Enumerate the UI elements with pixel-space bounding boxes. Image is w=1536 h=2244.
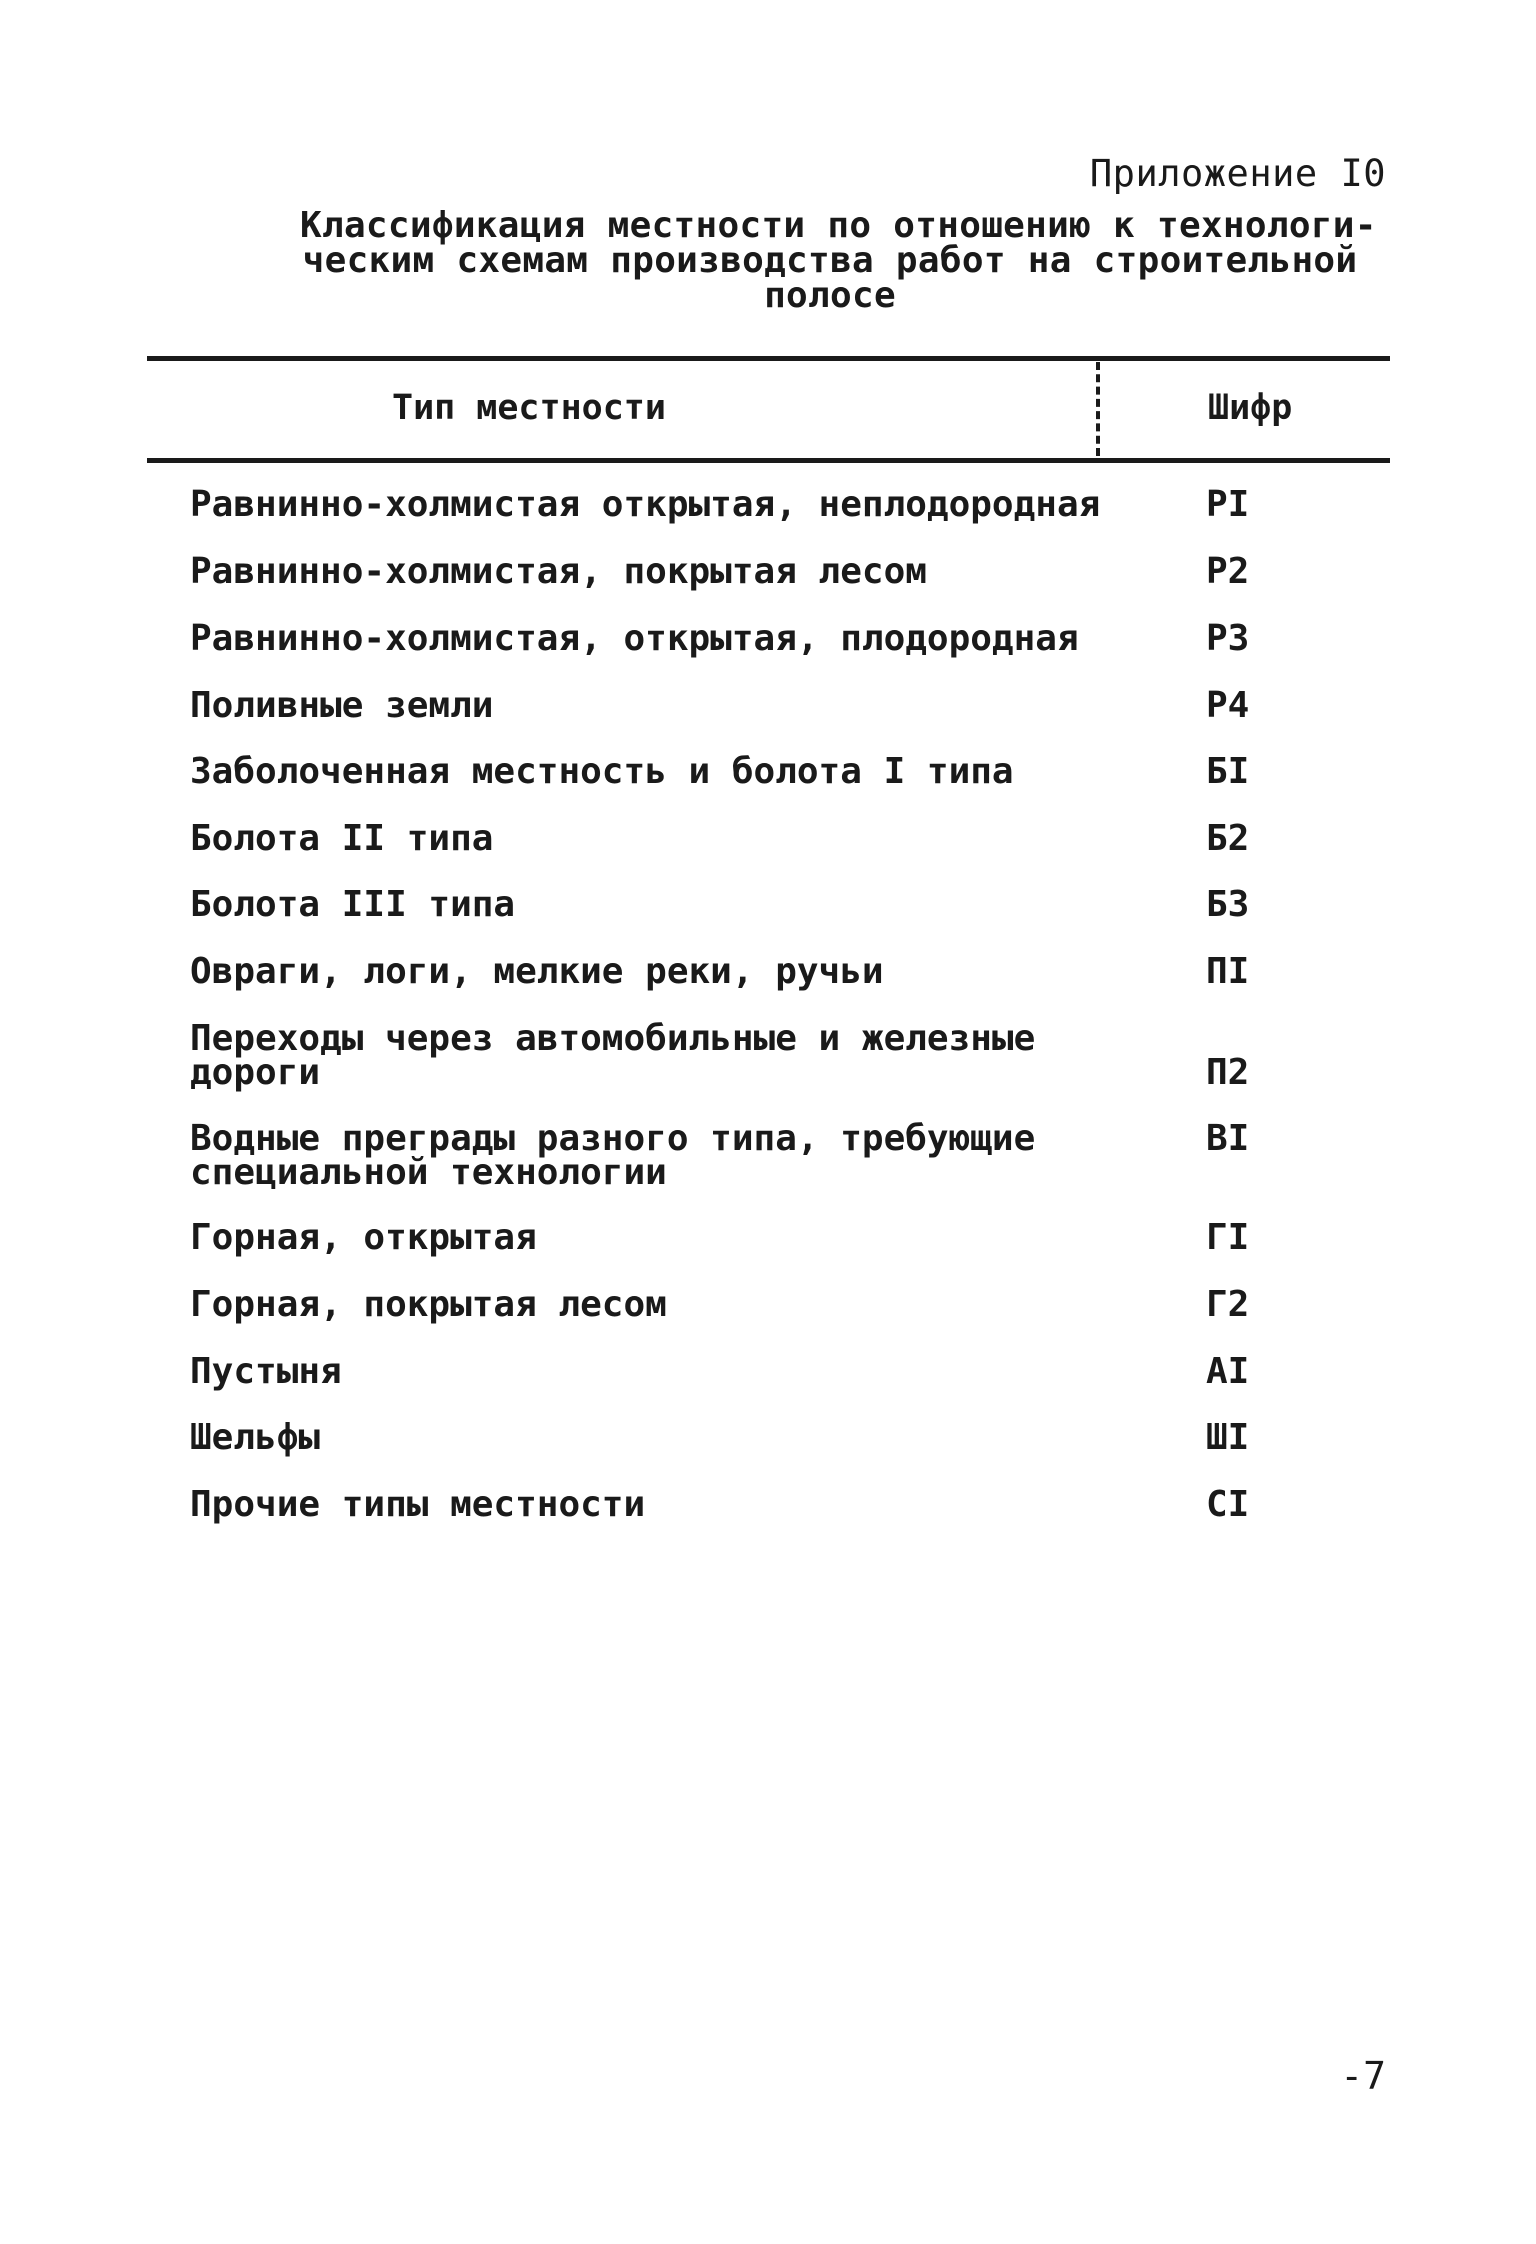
terrain-code: Б3 <box>1206 884 1250 925</box>
terrain-code: ПI <box>1206 951 1250 992</box>
table-top-rule <box>147 356 1390 361</box>
terrain-code: CI <box>1206 1484 1250 1525</box>
terrain-name-line: Болота III типа <box>190 884 516 925</box>
terrain-name-line: Переходы через автомобильные и железные <box>190 1018 1036 1059</box>
terrain-name <box>190 884 1070 925</box>
terrain-name-line: Прочие типы местности <box>190 1484 646 1525</box>
terrain-code: P4 <box>1206 685 1250 726</box>
column-header-code: Шифр <box>1208 388 1293 428</box>
terrain-code: BI <box>1206 1118 1250 1159</box>
terrain-code: P2 <box>1206 551 1250 592</box>
terrain-name <box>190 618 1079 659</box>
terrain-name <box>190 751 1070 792</box>
appendix-label: Приложение I0 <box>1089 152 1386 195</box>
terrain-name <box>190 685 1070 726</box>
page-number: -7 <box>1340 2054 1386 2098</box>
terrain-name-line: дороги <box>190 1052 321 1093</box>
terrain-name <box>190 818 1070 859</box>
terrain-code: Г2 <box>1206 1284 1250 1325</box>
terrain-name-line: Болота II типа <box>190 818 494 859</box>
title-line: Классификация местности по отношению к технологи- <box>300 205 1377 246</box>
title-line: ческим схемам производства работ на строительной <box>302 240 1358 281</box>
document-title <box>300 205 1377 316</box>
terrain-code: P3 <box>1206 618 1250 659</box>
terrain-code: ГI <box>1206 1217 1250 1258</box>
terrain-name <box>190 1284 1070 1325</box>
terrain-name-line: специальной технологии <box>190 1152 667 1193</box>
terrain-name <box>190 1018 1070 1093</box>
terrain-name-line: Заболоченная местность и болота I типа <box>190 751 1014 792</box>
terrain-name-line: Равнинно-холмистая открытая, неплодородная <box>190 484 1101 525</box>
terrain-code: ШI <box>1206 1417 1250 1458</box>
terrain-name-line: Горная, открытая <box>190 1217 537 1258</box>
terrain-name-line: Овраги, логи, мелкие реки, ручьи <box>190 951 884 992</box>
table-header-rule <box>147 458 1390 463</box>
terrain-name-line: Шельфы <box>190 1417 321 1458</box>
header-column-separator <box>1096 362 1100 456</box>
terrain-name-line: Пустыня <box>190 1351 342 1392</box>
terrain-code: PI <box>1206 484 1250 525</box>
terrain-name-line: Равнинно-холмистая, покрытая лесом <box>190 551 927 592</box>
column-header-type: Тип местности <box>392 388 666 428</box>
terrain-name <box>190 1417 1070 1458</box>
terrain-name <box>190 1217 1070 1258</box>
terrain-name <box>190 1118 1070 1193</box>
terrain-name <box>190 1484 1070 1525</box>
terrain-name <box>190 484 1101 525</box>
title-line: полосе <box>764 275 896 316</box>
terrain-code: П2 <box>1206 1052 1250 1093</box>
terrain-name-line: Поливные земли <box>190 685 494 726</box>
terrain-name-line: Горная, покрытая лесом <box>190 1284 667 1325</box>
terrain-code: AI <box>1206 1351 1250 1392</box>
terrain-name-line: Равнинно-холмистая, открытая, плодородная <box>190 618 1079 659</box>
terrain-code: Б2 <box>1206 818 1250 859</box>
terrain-name <box>190 1351 1070 1392</box>
terrain-code: БI <box>1206 751 1250 792</box>
terrain-name <box>190 951 1070 992</box>
terrain-name <box>190 551 1070 592</box>
terrain-name-line: Водные преграды разного типа, требующие <box>190 1118 1036 1159</box>
